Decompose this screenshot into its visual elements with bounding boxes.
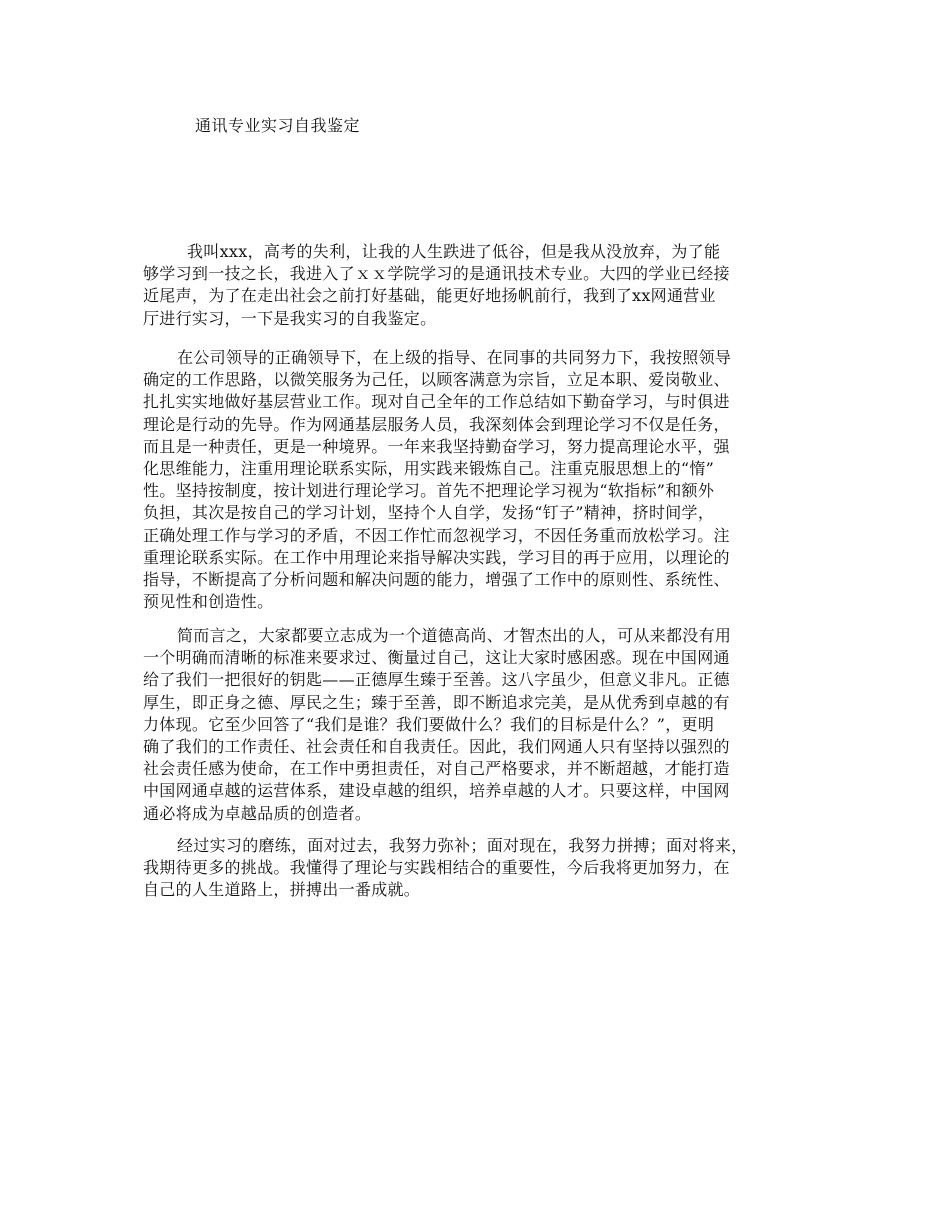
paragraph-line: 厅进行实习，一下是我实习的自我鉴定。 <box>143 308 437 328</box>
paragraph-line: 化思维能力，注重用理论联系实际，用实践来锻炼自己。注重克服思想上的“惰” <box>143 458 715 478</box>
paragraph-line: 社会责任感为使命，在工作中勇担责任，对自己严格要求，并不断超越，才能打造 <box>143 759 730 779</box>
paragraph-line: 预见性和创造性。 <box>143 592 274 612</box>
paragraph-line: 中国网通卓越的运营体系，建设卓越的组织，培养卓越的人才。只要这样，中国网 <box>143 781 730 801</box>
paragraph-line: 理论是行动的先导。作为网通基层服务人员，我深刻体会到理论学习不仅是任务， <box>143 414 730 434</box>
paragraph-line: 厚生，即正身之德、厚民之生；臻于至善，即不断追求完美，是从优秀到卓越的有 <box>143 692 730 712</box>
document-title: 通讯专业实习自我鉴定 <box>195 116 361 135</box>
paragraph-line: 确了我们的工作责任、社会责任和自我责任。因此，我们网通人只有坚持以强烈的 <box>143 736 730 756</box>
paragraph-line: 简而言之，大家都要立志成为一个道德高尚、才智杰出的人，可从来都没有用 <box>177 626 732 645</box>
paragraph-line: 而且是一种责任，更是一种境界。一年来我坚持勤奋学习，努力提高理论水平，强 <box>143 436 730 456</box>
paragraph-line: 指导，不断提高了分析问题和解决问题的能力，增强了工作中的原则性、系统性、 <box>143 569 730 589</box>
paragraph-study <box>143 347 818 613</box>
paragraph-line: 我期待更多的挑战。我懂得了理论与实践相结合的重要性，今后我将更加努力，在 <box>143 858 730 878</box>
paragraph-line: 给了我们一把很好的钥匙——正德厚生臻于至善。这八字虽少，但意义非凡。正德 <box>143 670 730 690</box>
paragraph-line: 负担，其次是按自己的学习计划，坚持个人自学，发扬“钉子”精神，挤时间学， <box>143 503 715 523</box>
paragraph-line: 通必将成为卓越品质的创造者。 <box>143 803 372 823</box>
paragraph-line: 在公司领导的正确领导下，在上级的指导、在同事的共同努力下，我按照领导 <box>177 348 732 367</box>
paragraph-line: 我叫xxx，高考的失利，让我的人生跌进了低谷，但是我从没放弃，为了能 <box>187 242 721 261</box>
paragraph-line: 确定的工作思路，以微笑服务为己任，以顾客满意为宗旨，立足本职、爱岗敬业、 <box>143 370 730 390</box>
paragraph-line: 经过实习的磨练，面对过去，我努力弥补；面对现在，我努力拼搏；面对将来， <box>177 836 748 855</box>
paragraph-intro <box>143 241 818 330</box>
paragraph-line: 一个明确而清晰的标准来要求过、衡量过自己，这让大家时感困惑。现在中国网通 <box>143 648 730 668</box>
paragraph-conclusion <box>143 835 818 902</box>
paragraph-line: 力体现。它至少回答了“我们是谁？我们要做什么？我们的目标是什么？”，更明 <box>143 714 715 734</box>
paragraph-line: 性。坚持按制度，按计划进行理论学习。首先不把理论学习视为“软指标”和额外 <box>143 481 715 501</box>
paragraph-line: 扎扎实实地做好基层营业工作。现对自己全年的工作总结如下勤奋学习，与时俱进 <box>143 392 730 412</box>
paragraph-line: 正确处理工作与学习的矛盾，不因工作忙而忽视学习，不因任务重而放松学习。注 <box>143 525 730 545</box>
paragraph-values <box>143 625 818 825</box>
paragraph-line: 重理论联系实际。在工作中用理论来指导解决实践，学习目的再于应用，以理论的 <box>143 547 730 567</box>
paragraph-line: 自己的人生道路上，拼搏出一番成就。 <box>143 880 421 900</box>
paragraph-line: 近尾声，为了在走出社会之前打好基础，能更好地扬帆前行，我到了xx网通营业 <box>143 286 716 306</box>
paragraph-line: 够学习到一技之长，我进入了ｘｘ学院学习的是通讯技术专业。大四的学业已经接 <box>143 264 730 284</box>
